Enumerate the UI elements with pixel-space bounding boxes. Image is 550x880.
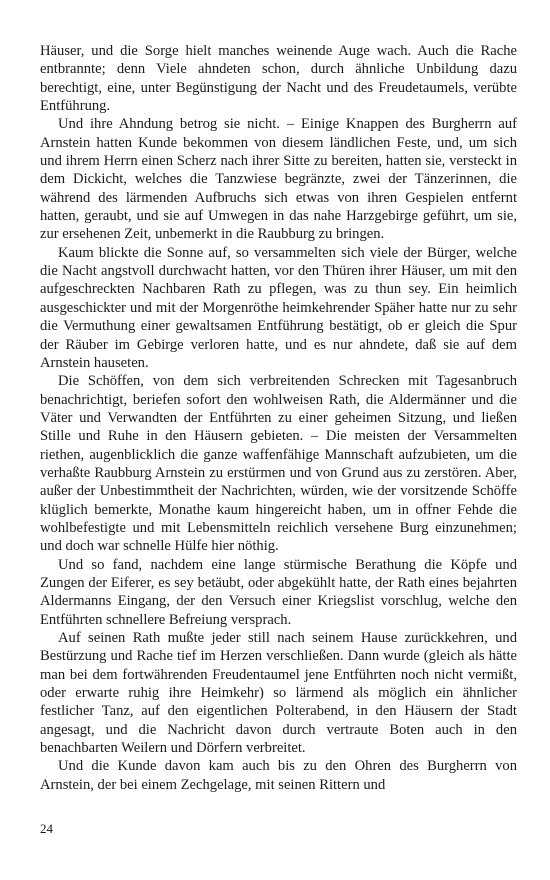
paragraph-4: Die Schöffen, von dem sich verbreitenden Schrecken mit Tagesanbruch benachrichtigt, beriefen sofort den wohlweisen Rath, die Aldermänner und die Väter und Verwandten der Entführten zu einer geheimen Sitzung, und ließen Stille und Ruhe in den Häusern gebieten. – Die meisten der Versammelten riethen, augenblicklich die ganze waffenfähige Mannschaft aufzubieten, um die verhaßte Raubburg Arnstein zu erstürmen und von Grund aus zu zerstören. Aber, außer der Unbestimmtheit der Nachrichten, würden, wie der vorsitzende Schöffe klüglich bemerkte, Monathe kaum hingereicht haben, um in offner Fehde die wohlbefestigte und mit Lebensmitteln reichlich versehene Burg einzunehmen; und doch war schnelle Hülfe hier nöthig. <box>40 373 517 555</box>
paragraph-2: Und ihre Ahndung betrog sie nicht. – Einige Knappen des Burgherrn auf Arnstein hatten Kunde bekommen von diesem ländlichen Feste, und, um sich und ihrem Herrn einen Scherz nach ihrer Sitte zu bereiten, hatten sie, versteckt in dem Dickicht, welches die Tanzwiese begränzte, zwei der Tänzerinnen, die während des lärmenden Aufbruchs sich etwas von ihren Gespielen entfernt hatten, geraubt, und sie auf Umwegen in das nahe Harzgebirge geführt, um sie, zur ersehenen Zeit, unbemerkt in die Raubburg zu bringen. <box>40 116 517 243</box>
paragraph-7: Und die Kunde davon kam auch bis zu den Ohren des Burgherrn von Arnstein, der bei einem Zechgelage, mit seinen Rittern und <box>40 758 517 793</box>
page-number: 24 <box>40 821 53 836</box>
paragraph-6: Auf seinen Rath mußte jeder still nach seinem Hause zurückkehren, und Bestürzung und Rache tief im Herzen verschließen. Dann wurde (gleich als hätte man bei dem fortwährenden Freudentaumel jene Entführten noch nicht vermißt, oder erwarte ruhig ihre Heimkehr) so lärmend als möglich ein ähnlicher festlicher Tanz, auf den eigentlichen Polterabend, in den Häusern der Stadt angesagt, und die Nachricht davon durch vertraute Boten auch in den benachbarten Weilern und Dörfern verbreitet. <box>40 630 517 757</box>
paragraph-1: Häuser, und die Sorge hielt manches weinende Auge wach. Auch die Rache entbrannte; denn Viele ahndeten schon, durch ähnliche Unbildung dazu berechtigt, eine, unter Begünstigung der Nacht und des Freudetaumels, verübte Entführung. <box>40 43 517 115</box>
page-body <box>40 42 517 794</box>
paragraph-3: Kaum blickte die Sonne auf, so versammelten sich viele der Bürger, welche die Nacht angstvoll durchwacht hatten, vor den Thüren ihrer Häuser, um mit den aufgeschreckten Nachbaren Rath zu pflegen, was zu thun sey. Ein heimlich ausgeschickter und mit der Morgenröthe heimkehrender Späher hatte nur zu sehr die Vermuthung einer gewaltsamen Entführung bestätigt, ob er gleich die Spur der Räuber im Gebirge verloren hatte, und es nur ahndete, daß sie auf dem Arnstein hauseten. <box>40 244 517 371</box>
paragraph-5: Und so fand, nachdem eine lange stürmische Berathung die Köpfe und Zungen der Eiferer, es sey betäubt, oder abgekühlt hatte, der Rath eines bejahrten Aldermanns Eingang, der den Versuch einer Kriegslist vorschlug, welche den Entführten schnellere Befreiung versprach. <box>40 556 517 628</box>
